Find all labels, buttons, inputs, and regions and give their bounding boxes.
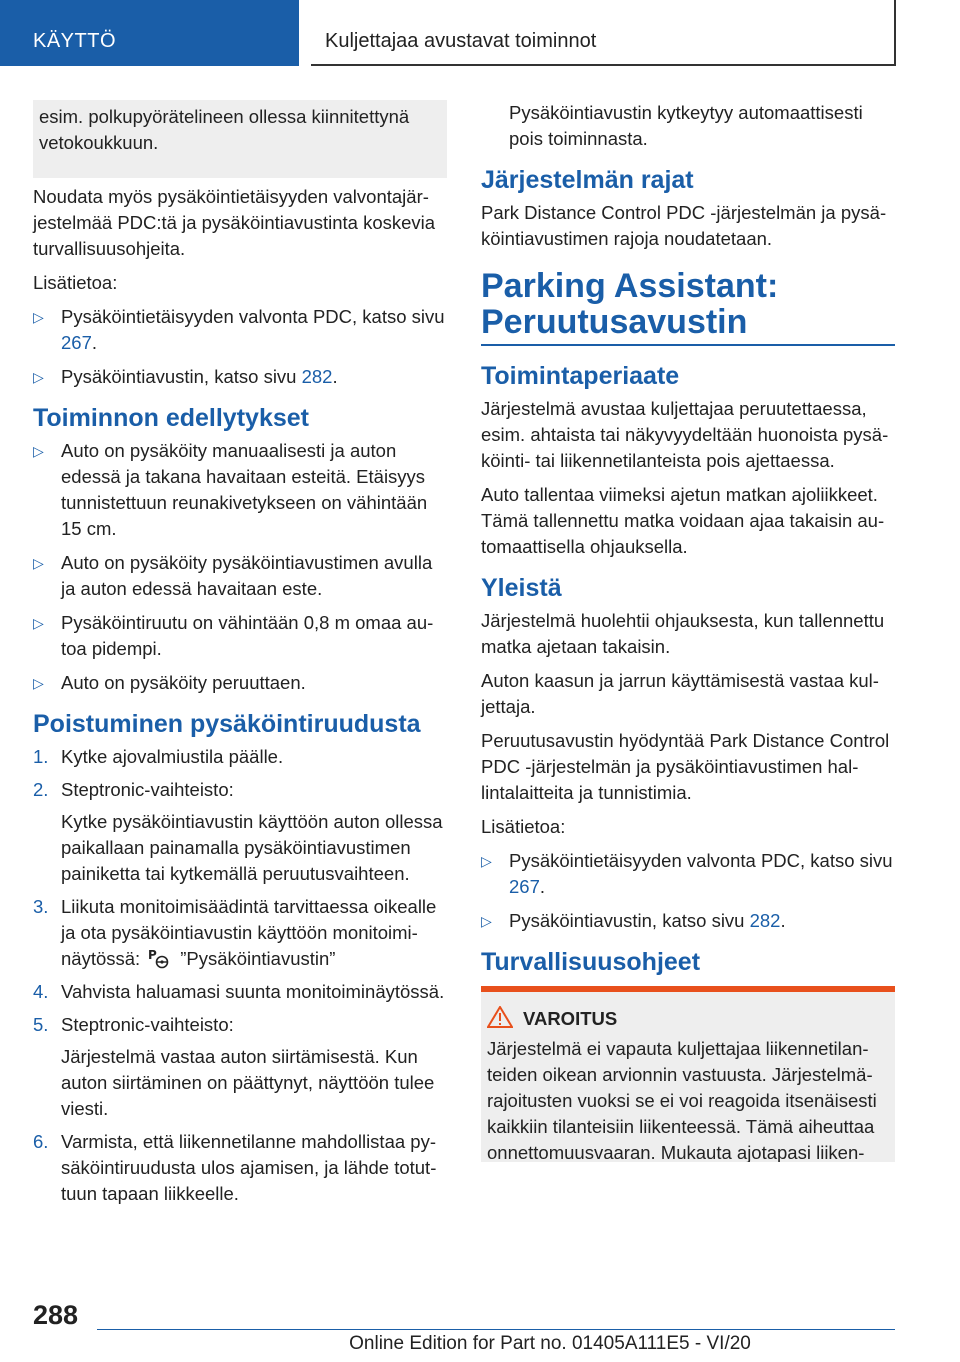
list-item: ▷ Pysäköintietäisyyden valvonta PDC, katso sivu 267.	[33, 306, 445, 353]
page-link[interactable]: 267	[509, 876, 540, 897]
list-item: ▷ Auto on pysäköity peruuttaen.	[33, 670, 447, 696]
triangle-bullet-icon: ▷	[481, 853, 492, 869]
heading-prerequisites: Toiminnon edellytykset	[33, 404, 309, 432]
paragraph: Noudata myös pysäköintietäisyyden valvontajärjestelmää PDC:tä ja pysäköintiavustinta koskevia turvallisuusohjeita.	[33, 186, 436, 259]
heading-exit-parking: Poistuminen pysäköintiruudusta	[33, 710, 421, 738]
header-chapter-label: Kuljettajaa avustavat toiminnot	[325, 30, 597, 52]
triangle-bullet-icon: ▷	[481, 913, 492, 929]
parking-assistant-icon	[148, 947, 172, 969]
list-item: 1. Kytke ajovalmiustila päälle.	[33, 746, 284, 767]
header-chapter-tab	[311, 0, 896, 66]
svg-text:P: P	[148, 948, 157, 962]
page-link[interactable]: 282	[749, 910, 781, 931]
note-text: esim. polkupyörätelineen ollessa kiinnitettynä vetokoukkuun.	[39, 106, 410, 153]
page-number: 288	[33, 1300, 79, 1330]
triangle-bullet-icon: ▷	[33, 309, 44, 325]
link-list	[481, 848, 895, 934]
prerequisite-list	[33, 438, 447, 696]
right-column	[481, 100, 895, 1162]
list-item: 5. Steptronic-vaihteisto: Järjestelmä vastaa auton siirtämisestä. Kun auton siirtäminen on päättynyt, näyttöön tulee viesti.	[33, 1014, 435, 1119]
heading-parking-assistant: Parking Assistant: Peruutusavustin	[481, 268, 895, 346]
triangle-bullet-icon: ▷	[33, 369, 44, 385]
heading-general: Yleistä	[481, 574, 562, 602]
paragraph: Järjestelmä huolehtii ohjauksesta, kun tallennettu matka ajetaan takaisin.	[481, 610, 885, 657]
warning-triangle-icon	[487, 1006, 513, 1028]
list-item: ▷ Pysäköintietäisyyden valvonta PDC, katso sivu 267.	[481, 850, 893, 897]
footer-edition: Online Edition for Part no. 01405A111E5 - VI/20	[349, 1333, 751, 1354]
step-list	[33, 744, 447, 1207]
heading-safety: Turvallisuusohjeet	[481, 948, 701, 976]
triangle-bullet-icon: ▷	[33, 615, 44, 631]
list-item: ▷ Auto on pysäköity manuaalisesti ja auton edessä ja takana havaitaan esteitä. Etäisyys tunnistettuun reunakivetykseen on vähintään 15 cm.	[33, 440, 428, 539]
header-section-tab	[0, 0, 299, 66]
paragraph: Peruutusavustin hyödyntää Park Distance Control PDC -järjestelmän ja pysäköintiavustimen hallintalaitteita ja tunnistimia.	[481, 730, 890, 803]
page-link[interactable]: 267	[61, 332, 92, 353]
triangle-bullet-icon: ▷	[33, 443, 44, 459]
left-column	[33, 100, 447, 1214]
paragraph: Järjestelmä avustaa kuljettajaa peruutettaessa, esim. ahtaista tai näkyvyydeltään huonoista pysäköinti- tai liikennetilanteista pois ajettaessa.	[481, 398, 889, 471]
list-item: ▷ Pysäköintiruutu on vähintään 0,8 m omaa autoa pidempi.	[33, 612, 434, 659]
list-item: 6. Varmista, että liikennetilanne mahdollistaa pysäköintiruudusta ulos ajamisen, ja lähde totuttuun tapaan liikkeelle.	[33, 1131, 437, 1204]
list-item: ▷ Pysäköintiavustin, katso sivu 282.	[33, 364, 447, 390]
page-link[interactable]: 282	[301, 366, 333, 387]
warning-box	[481, 992, 895, 1162]
paragraph: Auton kaasun ja jarrun käyttämisestä vastaa kuljettaja.	[481, 670, 879, 717]
more-info-label: Lisätietoa:	[481, 816, 566, 837]
header-section-label: KÄYTTÖ	[33, 30, 117, 52]
warning-text: Järjestelmä ei vapauta kuljettajaa liikennetilanteiden oikean arvionnin vastuusta. Järjestelmärajoitusten vuoksi se ei voi reagoida itsenäisesti kaikkiin tilanteisiin liikenteessä. Tämä aiheuttaa onnettomuusvaaran. Mukauta ajotapasi liiken-	[487, 1038, 877, 1162]
list-item: 3. Liikuta monitoimisäädintä tarvittaessa oikealle ja ota pysäköintiavustin käyttöön monitoiminäytössä: P ”Pysäköintiavustin”	[33, 896, 437, 969]
paragraph: Auto tallentaa viimeksi ajetun matkan ajoliikkeet. Tämä tallennettu matka voidaan ajaa takaisin automaattisella ohjauksella.	[481, 484, 885, 557]
heading-system-limits: Järjestelmän rajat	[481, 166, 694, 194]
more-info-label: Lisätietoa:	[33, 272, 118, 293]
list-item: 2. Steptronic-vaihteisto: Kytke pysäköintiavustin käyttöön auton ollessa paikallaan painamalla pysäköintiavustimen painiketta tai kytkemällä peruutusvaihteen.	[33, 779, 443, 884]
list-item: 4. Vahvista haluamasi suunta monitoiminäytössä.	[33, 981, 445, 1002]
link-list	[33, 304, 447, 390]
note-box	[33, 100, 447, 178]
triangle-bullet-icon: ▷	[33, 555, 44, 571]
warning-title: VAROITUS	[487, 1006, 889, 1032]
paragraph: Park Distance Control PDC -järjestelmän ja pysäköintiavustimen rajoja noudatetaan.	[481, 202, 887, 249]
triangle-bullet-icon: ▷	[33, 675, 44, 691]
list-item: ▷ Pysäköintiavustin, katso sivu 282.	[481, 908, 895, 934]
paragraph: Pysäköintiavustin kytkeytyy automaattisesti pois toiminnasta.	[509, 102, 863, 149]
list-item: ▷ Auto on pysäköity pysäköintiavustimen avulla ja auton edessä havaitaan este.	[33, 552, 433, 599]
heading-principle: Toimintaperiaate	[481, 362, 680, 390]
footer-divider	[97, 1329, 895, 1330]
